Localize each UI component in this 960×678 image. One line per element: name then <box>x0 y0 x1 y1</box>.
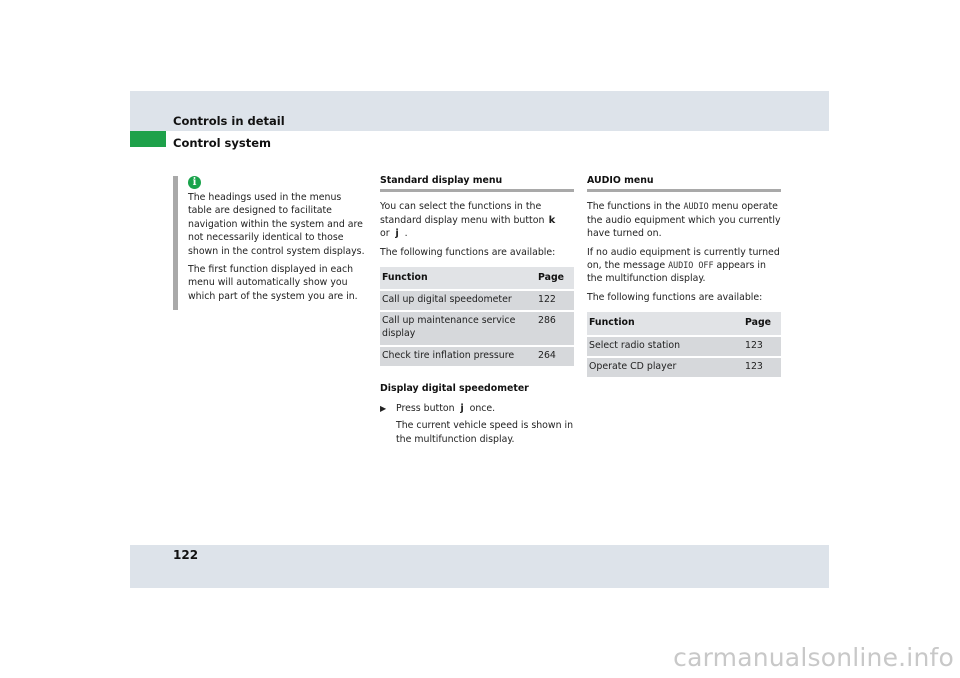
page-number: 122 <box>173 548 199 562</box>
audio-p2-text-a: If no audio equipment is currently turned on, the message <box>587 246 780 272</box>
standard-display-menu-section <box>380 174 574 451</box>
audio-menu-section <box>587 174 781 393</box>
instruction-step <box>380 402 574 415</box>
standard-menu-intro-text: You can select the functions in the standard display menu with button <box>380 201 545 226</box>
standard-menu-available: The following functions are available: <box>380 246 556 258</box>
audio-menu-table <box>587 310 781 378</box>
column-header-function: Function <box>587 312 741 334</box>
instruction-text <box>396 402 495 415</box>
step-prefix: Press button <box>396 402 455 414</box>
table-row <box>380 347 574 366</box>
audio-paragraph-2 <box>587 246 781 286</box>
bullet-arrow-icon: ▶ <box>380 403 387 413</box>
audio-p1-text-b: menu operate the audio equipment which you currently have turned on. <box>587 201 781 240</box>
audio-p2-text-b: appears in the multifunction display. <box>587 260 766 285</box>
watermark-text: carmanualsonline.info <box>673 643 954 672</box>
step-suffix: once. <box>469 402 496 414</box>
table-row <box>380 312 574 345</box>
function-cell: Check tire inflation pressure <box>380 347 534 366</box>
page-cell: 123 <box>741 358 781 377</box>
column-header-page: Page <box>741 312 781 334</box>
info-paragraph-1: The headings used in the menus table are designed to facilitate navigation within the system and are not necessarily identical to those shown in the control system displays. <box>188 192 365 257</box>
standard-display-menu-heading: Standard display menu <box>380 174 574 192</box>
audio-menu-heading: AUDIO menu <box>587 174 781 192</box>
standard-menu-intro <box>380 200 574 240</box>
function-cell: Call up maintenance service display <box>380 312 534 345</box>
column-header-page: Page <box>534 267 574 289</box>
section-subtitle: Control system <box>173 136 272 150</box>
footer-band <box>130 545 829 588</box>
info-note <box>173 176 365 310</box>
audio-off-message: AUDIO OFF <box>668 260 714 271</box>
or-text: or <box>380 228 390 240</box>
table-row <box>587 337 781 356</box>
step-result: The current vehicle speed is shown in the multifunction display. <box>396 420 574 445</box>
function-cell: Select radio station <box>587 337 741 356</box>
audio-paragraph-1 <box>587 200 781 240</box>
info-paragraph-2: The first function displayed in each menu will automatically show you which part of the system you are in. <box>188 264 358 302</box>
button-up-icon: k <box>548 214 556 226</box>
audio-available: The following functions are available: <box>587 291 763 303</box>
function-cell: Operate CD player <box>587 358 741 377</box>
page-cell: 264 <box>534 347 574 366</box>
digital-speedometer-heading: Display digital speedometer <box>380 383 529 395</box>
table-header-row <box>587 312 781 334</box>
page-cell: 122 <box>534 291 574 310</box>
audio-code-label: AUDIO <box>683 201 709 212</box>
audio-p1-text-a: The functions in the <box>587 201 681 213</box>
period: . <box>404 228 408 240</box>
info-icon: i <box>188 176 201 189</box>
table-row <box>587 358 781 377</box>
page-cell: 286 <box>534 312 574 345</box>
section-title: Controls in detail <box>173 114 285 128</box>
table-row <box>380 291 574 310</box>
section-tab-marker <box>130 131 166 147</box>
page-cell: 123 <box>741 337 781 356</box>
table-header-row <box>380 267 574 289</box>
button-down-icon: j <box>395 228 399 240</box>
button-down-icon: j <box>460 402 464 414</box>
column-header-function: Function <box>380 267 534 289</box>
function-cell: Call up digital speedometer <box>380 291 534 310</box>
standard-menu-table <box>380 265 574 368</box>
